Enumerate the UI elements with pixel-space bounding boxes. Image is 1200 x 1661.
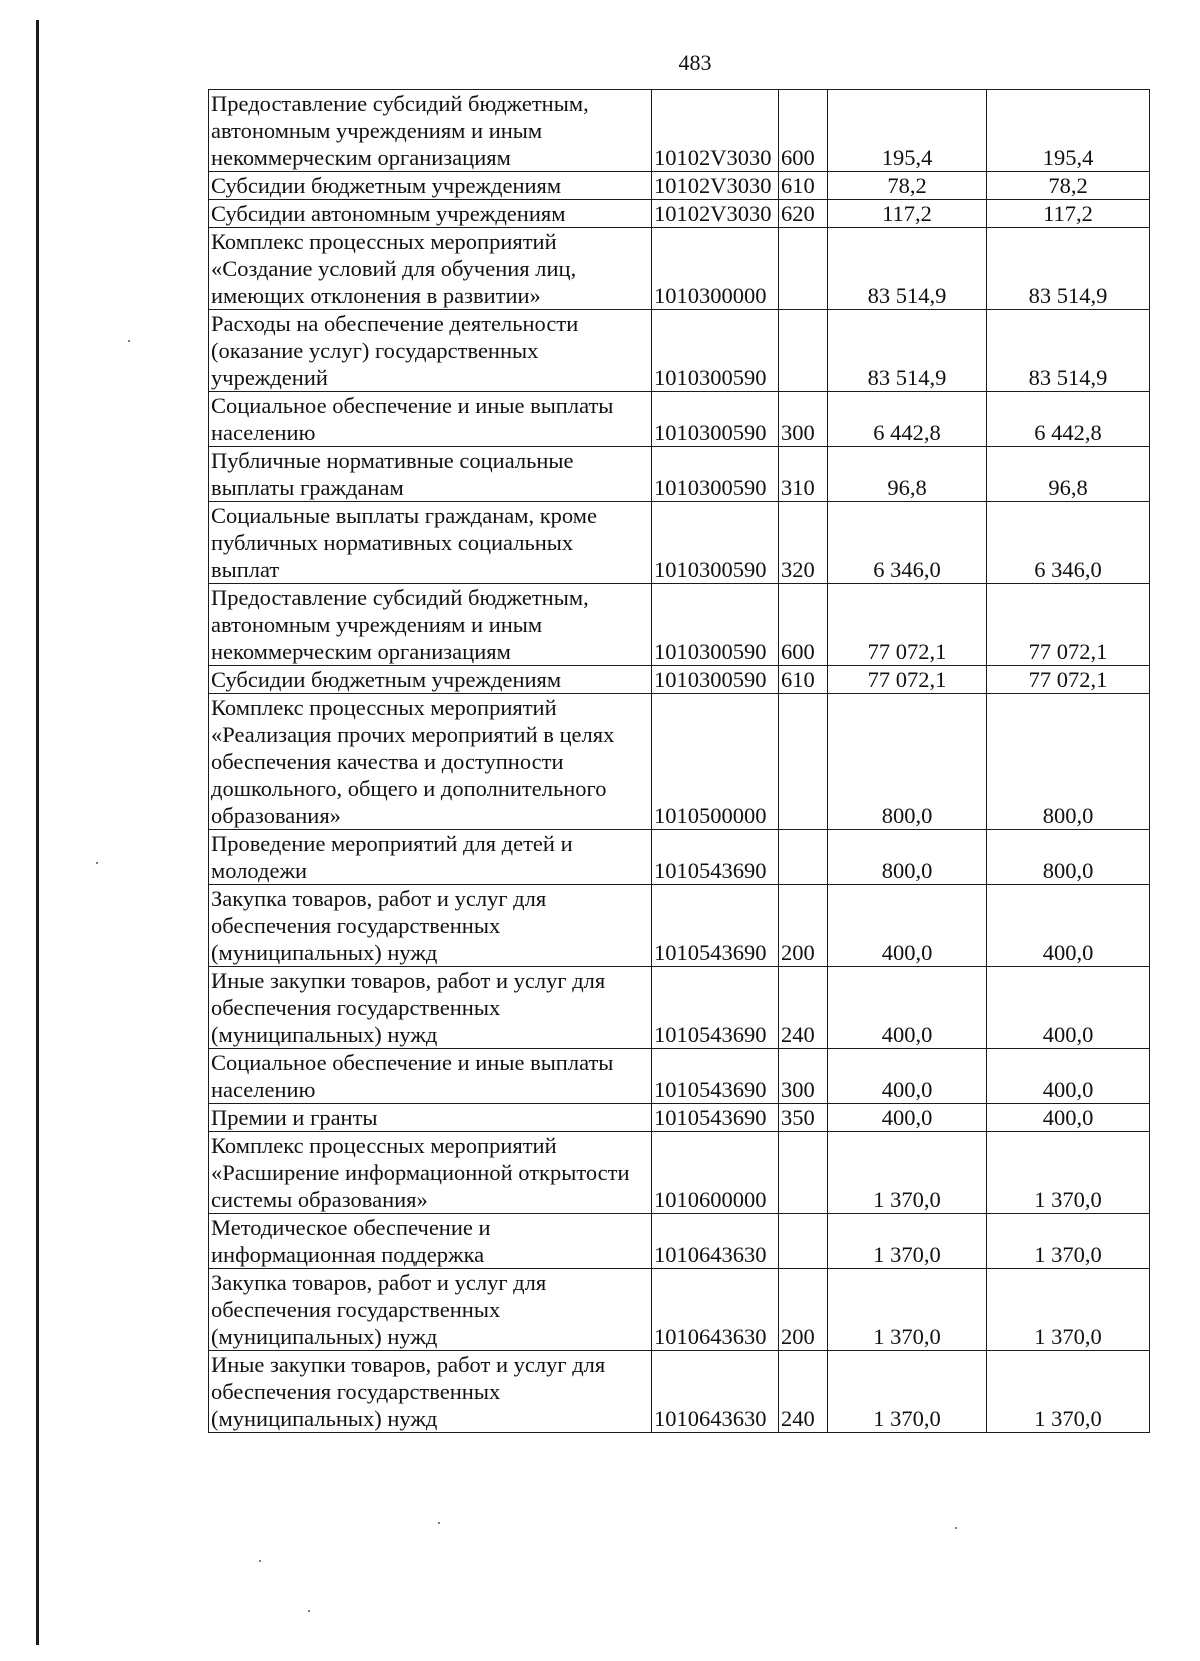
target-article-code-cell: 10102V3030 [652, 90, 779, 172]
expense-name-line: (муниципальных) нужд [211, 1406, 438, 1431]
expense-type-cell: 300 [779, 1049, 828, 1104]
expense-type-cell: 620 [779, 200, 828, 228]
expense-name-line: Проведение мероприятий для детей и [211, 831, 573, 856]
amount-second-year-cell: 1 370,0 [987, 1351, 1150, 1433]
expense-name-line: «Реализация прочих мероприятий в целях [211, 722, 615, 747]
expense-name-cell [209, 1104, 652, 1132]
expense-name-cell [209, 90, 652, 172]
expense-name-line: Социальное обеспечение и иные выплаты [211, 393, 614, 418]
expense-type-cell: 200 [779, 885, 828, 967]
expense-name-line: населению [211, 420, 316, 445]
target-article-code-cell: 1010300590 [652, 584, 779, 666]
target-article-code-cell: 10102V3030 [652, 200, 779, 228]
amount-second-year-cell: 800,0 [987, 694, 1150, 830]
expense-name-line: обеспечения государственных [211, 1297, 501, 1322]
expense-name-line: Субсидии бюджетным учреждениям [211, 173, 562, 198]
expense-name-cell [209, 392, 652, 447]
target-article-code-cell: 1010543690 [652, 885, 779, 967]
table-row [209, 1269, 1150, 1351]
expense-name-cell [209, 694, 652, 830]
target-article-code-cell: 1010300000 [652, 228, 779, 310]
binding-edge-line [36, 20, 39, 1645]
target-article-code-cell: 1010300590 [652, 502, 779, 584]
amount-first-year-cell: 400,0 [828, 1049, 987, 1104]
expense-name-line: (оказание услуг) государственных [211, 338, 539, 363]
expense-type-cell: 610 [779, 172, 828, 200]
amount-second-year-cell: 1 370,0 [987, 1132, 1150, 1214]
target-article-code-cell: 1010643630 [652, 1214, 779, 1269]
target-article-code-cell: 1010643630 [652, 1351, 779, 1433]
amount-second-year-cell: 400,0 [987, 1049, 1150, 1104]
amount-second-year-cell: 6 346,0 [987, 502, 1150, 584]
expense-name-cell [209, 666, 652, 694]
amount-first-year-cell: 6 346,0 [828, 502, 987, 584]
expense-type-cell: 300 [779, 392, 828, 447]
amount-first-year-cell: 800,0 [828, 694, 987, 830]
expense-type-cell: 310 [779, 447, 828, 502]
scan-speck [96, 862, 98, 864]
amount-second-year-cell: 83 514,9 [987, 310, 1150, 392]
target-article-code-cell: 1010543690 [652, 830, 779, 885]
expense-name-line: Закупка товаров, работ и услуг для [211, 1270, 547, 1295]
table-row [209, 1351, 1150, 1433]
table-row [209, 228, 1150, 310]
expense-name-line: (муниципальных) нужд [211, 940, 438, 965]
amount-second-year-cell: 400,0 [987, 885, 1150, 967]
amount-first-year-cell: 1 370,0 [828, 1269, 987, 1351]
expense-name-line: Предоставление субсидий бюджетным, [211, 91, 589, 116]
expense-name-line: Расходы на обеспечение деятельности [211, 311, 579, 336]
page-number: 483 [678, 50, 712, 75]
expense-name-line: автономным учреждениям и иным [211, 118, 543, 143]
expense-name-line: Субсидии автономным учреждениям [211, 201, 566, 226]
expense-name-cell [209, 1049, 652, 1104]
expense-name-line: некоммерческим организациям [211, 639, 511, 664]
expense-name-cell [209, 1269, 652, 1351]
expense-name-cell [209, 172, 652, 200]
amount-second-year-cell: 117,2 [987, 200, 1150, 228]
expense-name-line: Комплекс процессных мероприятий [211, 695, 557, 720]
expense-name-line: образования» [211, 803, 341, 828]
expense-name-line: имеющих отклонения в развитии» [211, 283, 541, 308]
expense-name-cell [209, 1214, 652, 1269]
amount-second-year-cell: 78,2 [987, 172, 1150, 200]
scan-speck [259, 1560, 261, 1562]
amount-second-year-cell: 96,8 [987, 447, 1150, 502]
amount-first-year-cell: 6 442,8 [828, 392, 987, 447]
table-row [209, 967, 1150, 1049]
expense-name-line: дошкольного, общего и дополнительного [211, 776, 607, 801]
expense-type-cell: 350 [779, 1104, 828, 1132]
amount-second-year-cell: 400,0 [987, 1104, 1150, 1132]
expense-name-cell [209, 310, 652, 392]
expense-type-cell: 240 [779, 967, 828, 1049]
amount-second-year-cell: 77 072,1 [987, 666, 1150, 694]
amount-first-year-cell: 77 072,1 [828, 666, 987, 694]
table-row [209, 447, 1150, 502]
expense-name-line: информационная поддержка [211, 1242, 485, 1267]
target-article-code-cell: 1010300590 [652, 392, 779, 447]
expense-name-line: публичных нормативных социальных [211, 530, 574, 555]
expense-name-cell [209, 584, 652, 666]
scan-speck [308, 1610, 310, 1612]
budget-table-body [209, 90, 1150, 1433]
amount-first-year-cell: 400,0 [828, 885, 987, 967]
amount-first-year-cell: 400,0 [828, 967, 987, 1049]
table-row [209, 584, 1150, 666]
expense-name-line: обеспечения государственных [211, 1379, 501, 1404]
amount-first-year-cell: 83 514,9 [828, 310, 987, 392]
amount-first-year-cell: 117,2 [828, 200, 987, 228]
table-row [209, 200, 1150, 228]
expense-name-cell [209, 830, 652, 885]
amount-second-year-cell: 195,4 [987, 90, 1150, 172]
table-row [209, 172, 1150, 200]
expense-name-line: учреждений [211, 365, 328, 390]
amount-second-year-cell: 83 514,9 [987, 228, 1150, 310]
amount-second-year-cell: 77 072,1 [987, 584, 1150, 666]
target-article-code-cell: 1010300590 [652, 310, 779, 392]
table-row [209, 502, 1150, 584]
target-article-code-cell: 10102V3030 [652, 172, 779, 200]
amount-second-year-cell: 1 370,0 [987, 1269, 1150, 1351]
expense-name-cell [209, 967, 652, 1049]
target-article-code-cell: 1010643630 [652, 1269, 779, 1351]
target-article-code-cell: 1010500000 [652, 694, 779, 830]
amount-first-year-cell: 1 370,0 [828, 1351, 987, 1433]
expense-name-line: обеспечения государственных [211, 995, 501, 1020]
expense-name-line: Методическое обеспечение и [211, 1215, 491, 1240]
table-row [209, 310, 1150, 392]
expense-name-cell [209, 228, 652, 310]
expense-name-cell [209, 1351, 652, 1433]
amount-first-year-cell: 400,0 [828, 1104, 987, 1132]
expense-name-line: Комплекс процессных мероприятий [211, 229, 557, 254]
scan-speck [955, 1527, 957, 1529]
table-row [209, 694, 1150, 830]
expense-name-line: системы образования» [211, 1187, 428, 1212]
expense-type-cell: 600 [779, 90, 828, 172]
expense-type-cell [779, 694, 828, 830]
expense-name-line: «Расширение информационной открытости [211, 1160, 630, 1185]
expense-type-cell: 600 [779, 584, 828, 666]
expense-name-line: Премии и гранты [211, 1105, 378, 1130]
expense-name-line: обеспечения государственных [211, 913, 501, 938]
expense-name-cell [209, 447, 652, 502]
expense-name-line: «Создание условий для обучения лиц, [211, 256, 577, 281]
scan-speck [438, 1522, 440, 1524]
target-article-code-cell: 1010600000 [652, 1132, 779, 1214]
scan-speck [128, 340, 130, 342]
target-article-code-cell: 1010543690 [652, 1049, 779, 1104]
expense-name-line: выплат [211, 557, 280, 582]
expense-name-line: выплаты гражданам [211, 475, 404, 500]
expense-name-cell [209, 502, 652, 584]
table-row [209, 392, 1150, 447]
table-row [209, 885, 1150, 967]
target-article-code-cell: 1010300590 [652, 447, 779, 502]
expense-type-cell [779, 310, 828, 392]
expense-name-line: автономным учреждениям и иным [211, 612, 543, 637]
expense-name-line: населению [211, 1077, 316, 1102]
expense-name-line: молодежи [211, 858, 308, 883]
target-article-code-cell: 1010300590 [652, 666, 779, 694]
expense-type-cell [779, 1132, 828, 1214]
amount-first-year-cell: 195,4 [828, 90, 987, 172]
table-row [209, 1132, 1150, 1214]
expense-name-line: Социальные выплаты гражданам, кроме [211, 503, 597, 528]
expense-name-cell [209, 885, 652, 967]
table-row [209, 1214, 1150, 1269]
amount-first-year-cell: 1 370,0 [828, 1214, 987, 1269]
expense-name-cell [209, 200, 652, 228]
expense-type-cell: 610 [779, 666, 828, 694]
expense-name-line: Закупка товаров, работ и услуг для [211, 886, 547, 911]
expense-name-line: Субсидии бюджетным учреждениям [211, 667, 562, 692]
amount-first-year-cell: 800,0 [828, 830, 987, 885]
expense-name-line: Комплекс процессных мероприятий [211, 1133, 557, 1158]
amount-second-year-cell: 800,0 [987, 830, 1150, 885]
amount-second-year-cell: 400,0 [987, 967, 1150, 1049]
expense-name-line: (муниципальных) нужд [211, 1022, 438, 1047]
budget-table [208, 89, 1150, 1433]
amount-first-year-cell: 78,2 [828, 172, 987, 200]
target-article-code-cell: 1010543690 [652, 1104, 779, 1132]
expense-name-line: Публичные нормативные социальные [211, 448, 574, 473]
expense-type-cell: 200 [779, 1269, 828, 1351]
expense-type-cell: 240 [779, 1351, 828, 1433]
expense-type-cell [779, 1214, 828, 1269]
expense-type-cell [779, 830, 828, 885]
expense-type-cell: 320 [779, 502, 828, 584]
expense-name-line: Иные закупки товаров, работ и услуг для [211, 1352, 606, 1377]
amount-first-year-cell: 83 514,9 [828, 228, 987, 310]
expense-type-cell [779, 228, 828, 310]
table-row [209, 90, 1150, 172]
expense-name-cell [209, 1132, 652, 1214]
table-row [209, 1049, 1150, 1104]
expense-name-line: Предоставление субсидий бюджетным, [211, 585, 589, 610]
amount-first-year-cell: 1 370,0 [828, 1132, 987, 1214]
table-row [209, 1104, 1150, 1132]
expense-name-line: обеспечения качества и доступности [211, 749, 564, 774]
amount-first-year-cell: 77 072,1 [828, 584, 987, 666]
amount-second-year-cell: 6 442,8 [987, 392, 1150, 447]
amount-second-year-cell: 1 370,0 [987, 1214, 1150, 1269]
table-row [209, 830, 1150, 885]
expense-name-line: (муниципальных) нужд [211, 1324, 438, 1349]
expense-name-line: Иные закупки товаров, работ и услуг для [211, 968, 606, 993]
amount-first-year-cell: 96,8 [828, 447, 987, 502]
expense-name-line: Социальное обеспечение и иные выплаты [211, 1050, 614, 1075]
expense-name-line: некоммерческим организациям [211, 145, 511, 170]
table-row [209, 666, 1150, 694]
target-article-code-cell: 1010543690 [652, 967, 779, 1049]
